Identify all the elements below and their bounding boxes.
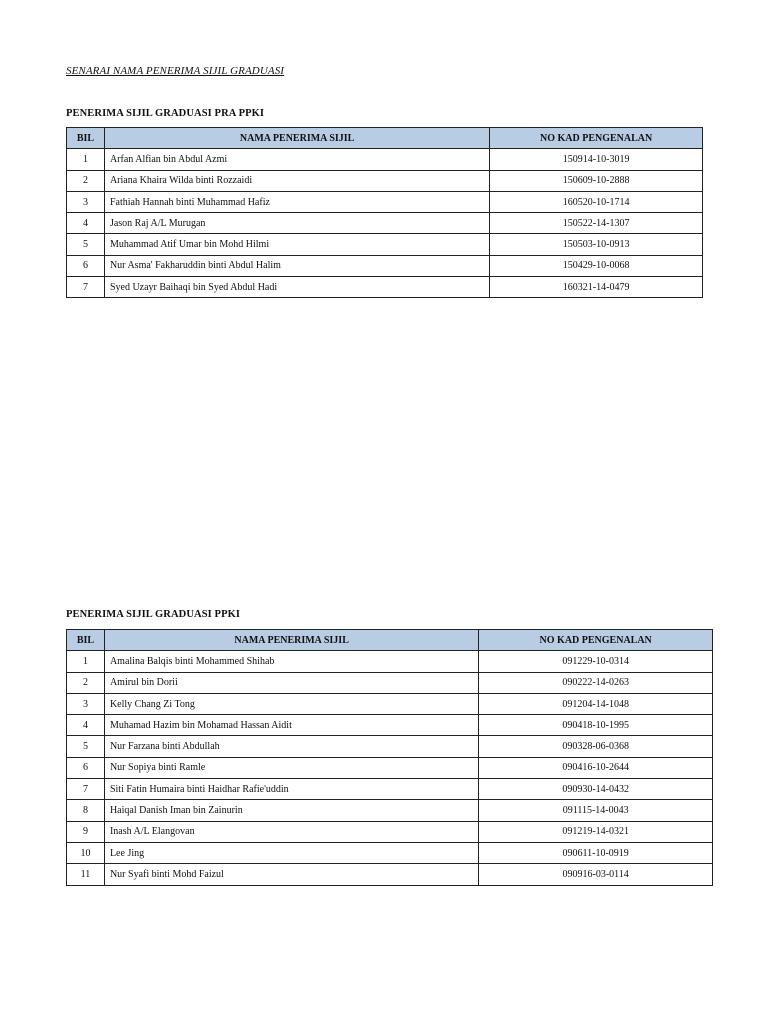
table-body	[67, 149, 703, 298]
cell-name: Arfan Alfian bin Abdul Azmi	[104, 149, 489, 170]
cell-bil: 3	[67, 693, 105, 714]
column-header-ic: NO KAD PENGENALAN	[479, 630, 713, 651]
cell-name: Jason Raj A/L Murugan	[104, 213, 489, 234]
table-header-row	[67, 128, 703, 149]
table-row	[67, 234, 703, 255]
cell-bil: 4	[67, 715, 105, 736]
table-row	[67, 149, 703, 170]
cell-bil: 8	[67, 800, 105, 821]
cell-ic: 091229-10-0314	[479, 651, 713, 672]
table-row	[67, 821, 713, 842]
cell-ic: 090916-03-0114	[479, 864, 713, 885]
cell-name: Kelly Chang Zi Tong	[104, 693, 478, 714]
cell-bil: 4	[67, 213, 105, 234]
cell-bil: 2	[67, 170, 105, 191]
cell-bil: 7	[67, 277, 105, 298]
cell-name: Nur Syafi binti Mohd Faizul	[104, 864, 478, 885]
table-row	[67, 213, 703, 234]
cell-bil: 2	[67, 672, 105, 693]
table-row	[67, 757, 713, 778]
cell-ic: 091115-14-0043	[479, 800, 713, 821]
table-row	[67, 715, 713, 736]
cell-ic: 150914-10-3019	[490, 149, 703, 170]
cell-name: Siti Fatin Humaira binti Haidhar Rafie'uddin	[104, 779, 478, 800]
table-row	[67, 800, 713, 821]
table-row	[67, 736, 713, 757]
cell-name: Nur Farzana binti Abdullah	[104, 736, 478, 757]
table-body	[67, 651, 713, 885]
cell-bil: 6	[67, 757, 105, 778]
cell-name: Amalina Balqis binti Mohammed Shihab	[104, 651, 478, 672]
table-row	[67, 672, 713, 693]
recipients-table-ppki	[66, 629, 713, 886]
cell-ic: 160520-10-1714	[490, 191, 703, 212]
cell-name: Lee Jing	[104, 842, 478, 863]
document-title: SENARAI NAMA PENERIMA SIJIL GRADUASI	[66, 65, 285, 77]
cell-bil: 5	[67, 234, 105, 255]
table-row	[67, 842, 713, 863]
cell-ic: 091204-14-1048	[479, 693, 713, 714]
column-header-name: NAMA PENERIMA SIJIL	[104, 630, 478, 651]
cell-bil: 7	[67, 779, 105, 800]
cell-name: Fathiah Hannah binti Muhammad Hafiz	[104, 191, 489, 212]
cell-name: Nur Sopiya binti Ramle	[104, 757, 478, 778]
cell-ic: 150609-10-2888	[490, 170, 703, 191]
cell-bil: 10	[67, 842, 105, 863]
cell-ic: 090328-06-0368	[479, 736, 713, 757]
cell-name: Muhammad Atif Umar bin Mohd Hilmi	[104, 234, 489, 255]
cell-name: Amirul bin Dorii	[104, 672, 478, 693]
table-row	[67, 255, 703, 276]
section-heading-pra-ppki: PENERIMA SIJIL GRADUASI PRA PPKI	[66, 108, 265, 119]
cell-ic: 160321-14-0479	[490, 277, 703, 298]
table-row	[67, 191, 703, 212]
cell-ic: 150429-10-0068	[490, 255, 703, 276]
cell-ic: 090930-14-0432	[479, 779, 713, 800]
cell-bil: 1	[67, 651, 105, 672]
table-header-row	[67, 630, 713, 651]
cell-bil: 5	[67, 736, 105, 757]
cell-bil: 11	[67, 864, 105, 885]
recipients-table-pra-ppki	[66, 127, 703, 298]
cell-name: Syed Uzayr Baihaqi bin Syed Abdul Hadi	[104, 277, 489, 298]
cell-name: Inash A/L Elangovan	[104, 821, 478, 842]
cell-ic: 090222-14-0263	[479, 672, 713, 693]
table-row	[67, 693, 713, 714]
column-header-name: NAMA PENERIMA SIJIL	[104, 128, 489, 149]
column-header-bil: BIL	[67, 630, 105, 651]
cell-ic: 150503-10-0913	[490, 234, 703, 255]
table-row	[67, 170, 703, 191]
section-heading-ppki: PENERIMA SIJIL GRADUASI PPKI	[66, 609, 241, 620]
cell-ic: 090418-10-1995	[479, 715, 713, 736]
cell-bil: 1	[67, 149, 105, 170]
cell-ic: 091219-14-0321	[479, 821, 713, 842]
table-row	[67, 779, 713, 800]
table-row	[67, 864, 713, 885]
cell-bil: 9	[67, 821, 105, 842]
cell-name: Nur Asma' Fakharuddin binti Abdul Halim	[104, 255, 489, 276]
cell-ic: 090611-10-0919	[479, 842, 713, 863]
cell-name: Haiqal Danish Iman bin Zainurin	[104, 800, 478, 821]
cell-name: Muhamad Hazim bin Mohamad Hassan Aidit	[104, 715, 478, 736]
cell-bil: 6	[67, 255, 105, 276]
cell-ic: 090416-10-2644	[479, 757, 713, 778]
table-row	[67, 651, 713, 672]
cell-ic: 150522-14-1307	[490, 213, 703, 234]
cell-name: Ariana Khaira Wilda binti Rozzaidi	[104, 170, 489, 191]
column-header-bil: BIL	[67, 128, 105, 149]
table-row	[67, 277, 703, 298]
cell-bil: 3	[67, 191, 105, 212]
column-header-ic: NO KAD PENGENALAN	[490, 128, 703, 149]
